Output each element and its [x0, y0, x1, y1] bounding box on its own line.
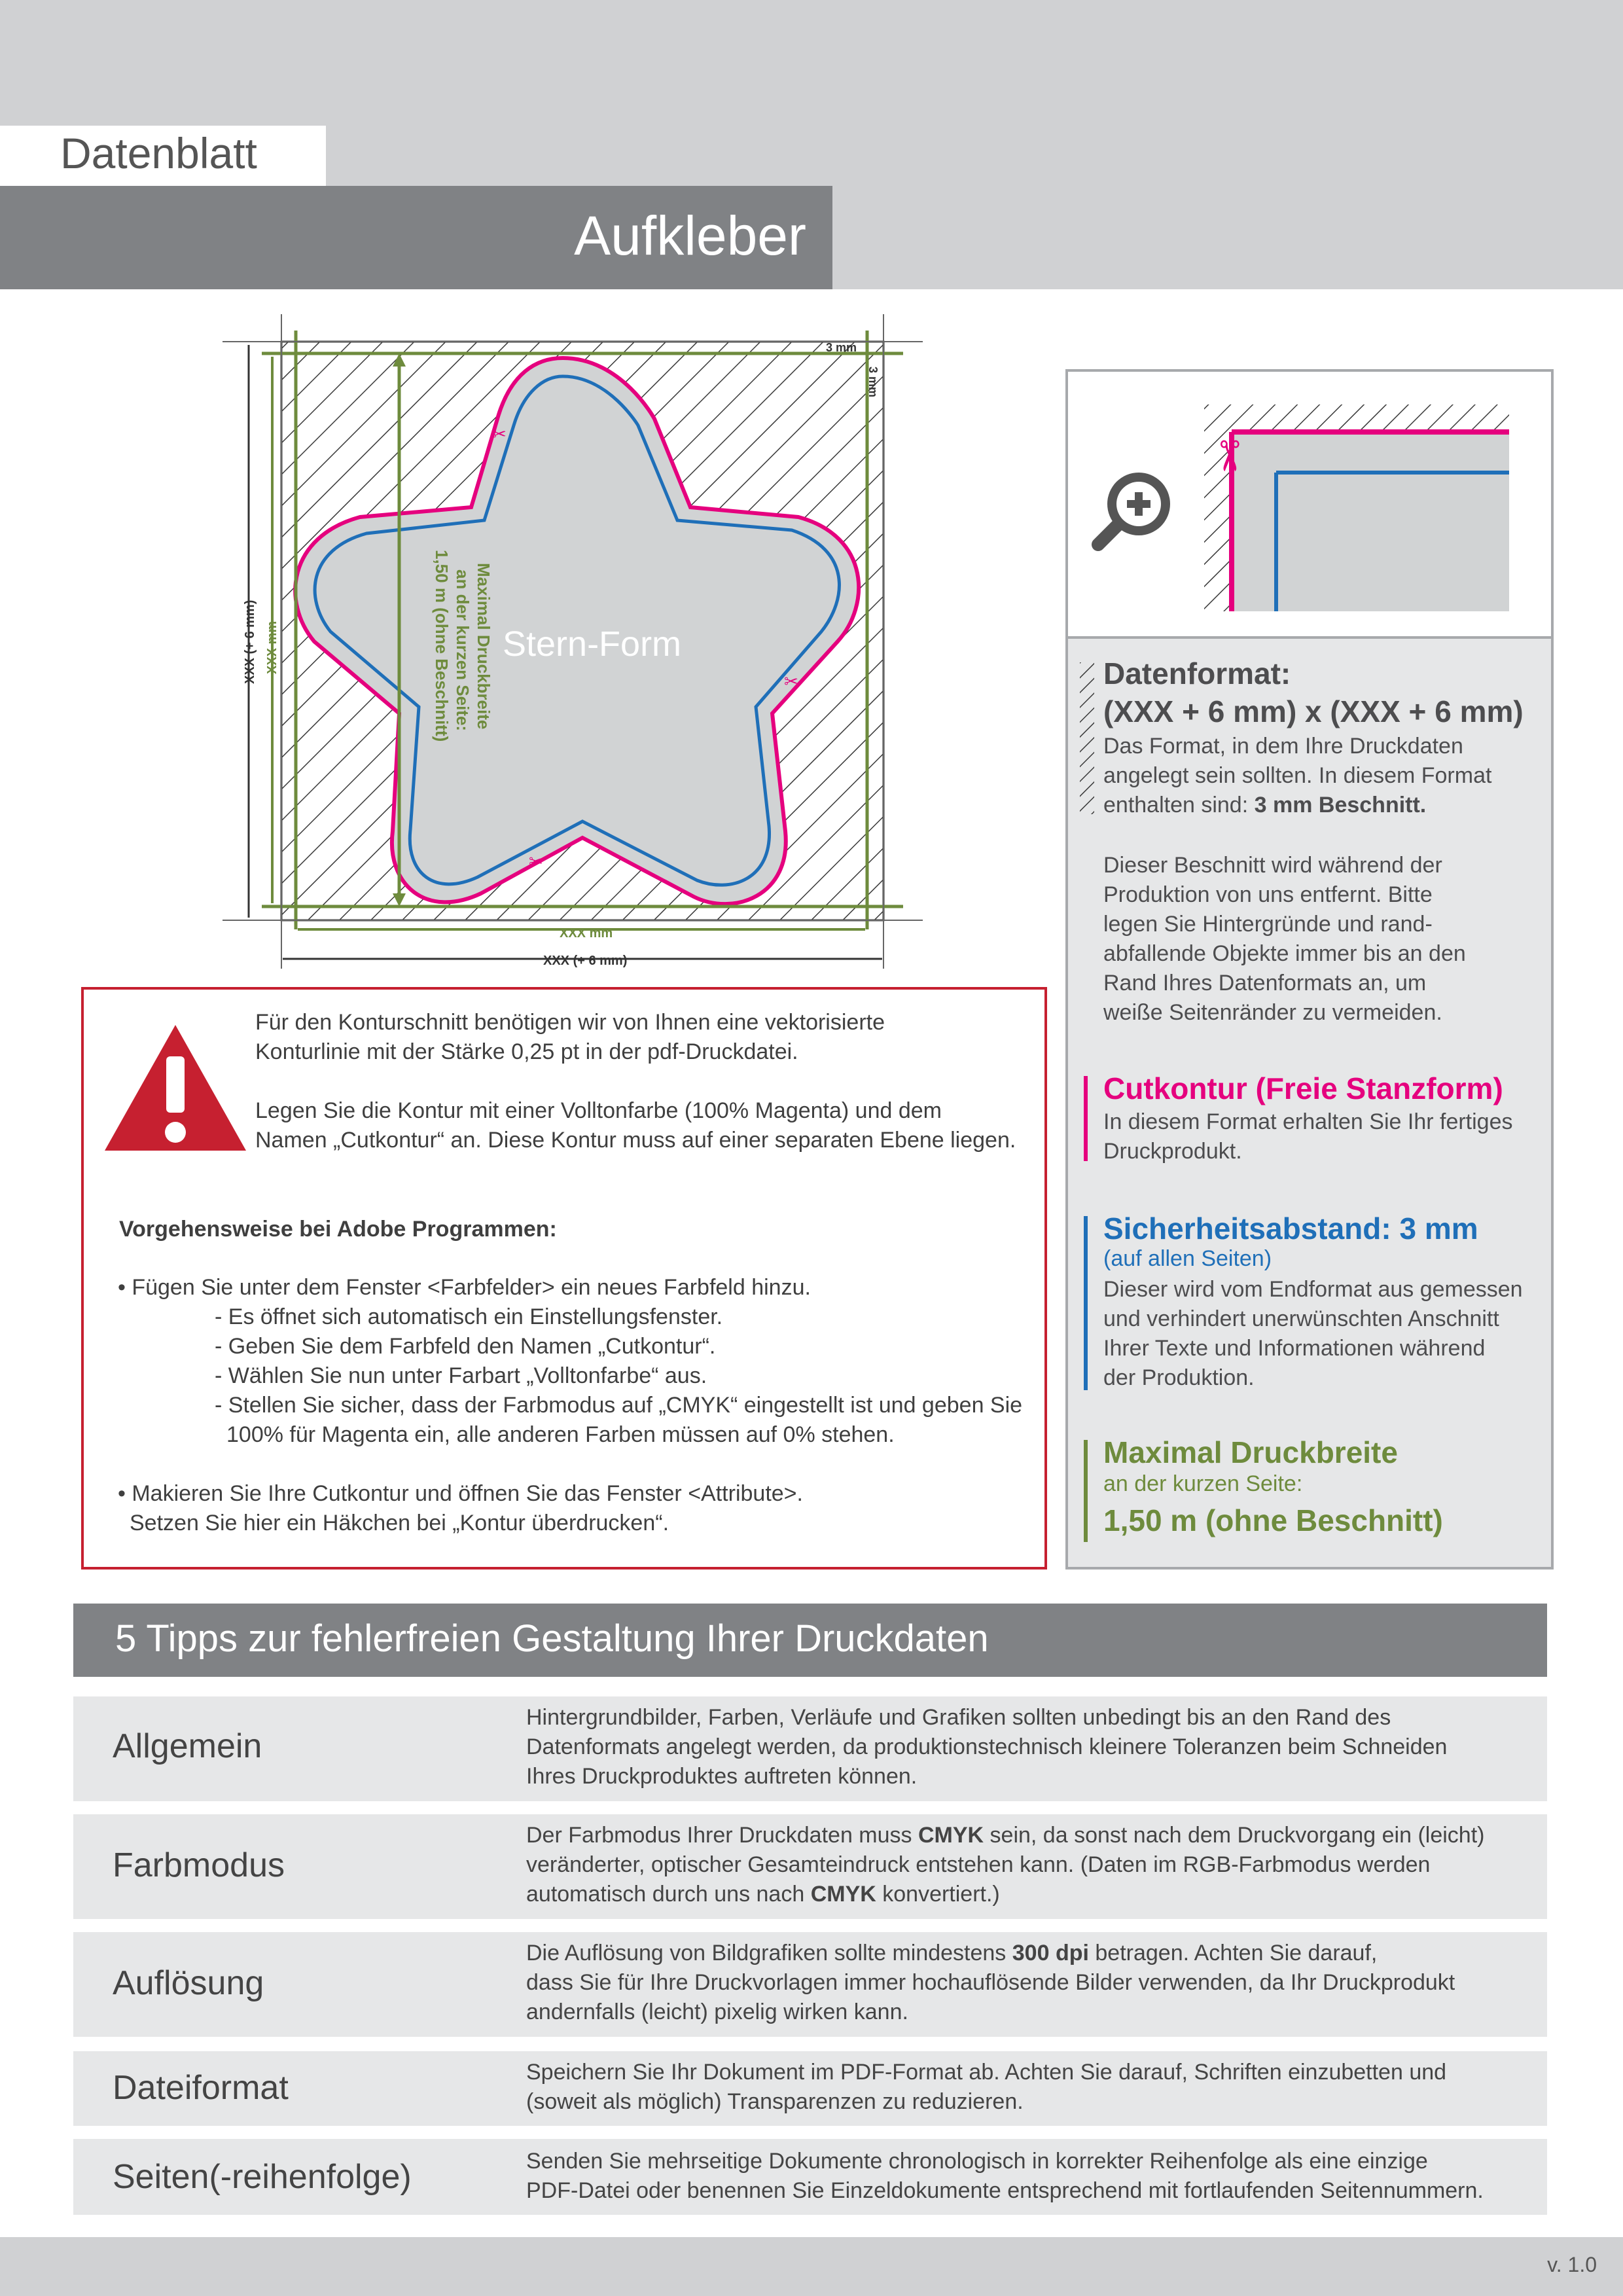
safe-title: Sicherheitsabstand: 3 mm	[1103, 1211, 1478, 1246]
zoom-illustration	[1086, 393, 1544, 622]
tips-title: 5 Tipps zur fehlerfreien Gestaltung Ihrer Druckdaten	[115, 1617, 989, 1660]
max-value: 1,50 m (ohne Beschnitt)	[1103, 1503, 1443, 1537]
attr-steps: • Makieren Sie Ihre Cutkontur und öffnen Sie das Fenster <Attribute>. Setzen Sie hier ein Häkchen bei „Kontur überdrucken“.	[118, 1481, 803, 1535]
page-title: Aufkleber	[574, 205, 806, 266]
warning-icon	[102, 1022, 249, 1153]
warning-p2: Legen Sie die Kontur mit einer Volltonfarbe (100% Magenta) und dem Namen „Cutkontur“ an. Diese Kontur muss auf einer separaten Ebene liegen.	[255, 1098, 1016, 1153]
safe-text: Dieser wird vom Endformat aus gemessen und verhindert unerwünschten Anschnitt Ihrer Texte und Informationen während der Produktion.	[1103, 1277, 1523, 1390]
max-title: Maximal Druckbreite	[1103, 1435, 1398, 1469]
safe-sub: (auf allen Seiten)	[1103, 1246, 1272, 1271]
svg-text:✂: ✂	[784, 672, 798, 692]
svg-text:✂: ✂	[529, 852, 543, 872]
dim-3mm-top: 3 mm	[826, 341, 857, 354]
scissors-icon: ✂	[1204, 439, 1253, 474]
tip-name: Allgemein	[113, 1727, 262, 1765]
cut-title: Cutkontur (Freie Stanzform)	[1103, 1071, 1503, 1105]
cut-text: In diesem Format erhalten Sie Ihr fertiges Druckprodukt.	[1103, 1109, 1513, 1164]
max-sub: an der kurzen Seite:	[1103, 1471, 1303, 1496]
magnifier-icon	[1098, 473, 1170, 545]
tip-text: Die Auflösung von Bildgrafiken sollte mindestens 300 dpi betragen. Achten Sie darauf, dass Sie für Ihre Druckvorlagen immer hochauflösende Bilder verwenden, da Ihr Druckprodukt andernfalls (leicht) pixelig wirken kann.	[526, 1941, 1455, 2024]
footer	[0, 2237, 1623, 2296]
tip-name: Seiten(-reihenfolge)	[113, 2158, 412, 2196]
warning-p1: Für den Konturschnitt benötigen wir von Ihnen eine vektorisierte Konturlinie mit der Stärke 0,25 pt in der pdf-Druckdatei.	[255, 1010, 885, 1064]
svg-text:✂: ✂	[492, 425, 507, 444]
tip-text: Hintergrundbilder, Farben, Verläufe und Grafiken sollten unbedingt bis an den Rand des Datenformats angelegt werden, da produktionstechnisch kleinere Toleranzen beim Schneiden Ihres Druckproduktes auftreten können.	[526, 1705, 1448, 1789]
dim-width-inner: XXX mm	[560, 926, 613, 941]
datenblatt-label: Datenblatt	[60, 129, 257, 177]
steps-title: Vorgehensweise bei Adobe Programmen:	[119, 1217, 557, 1242]
tip-name: Dateiformat	[113, 2069, 289, 2107]
datenformat-text: Das Format, in dem Ihre Druckdaten angelegt sein sollten. In diesem Format enthalten sind: 3 mm Beschnitt.	[1103, 734, 1492, 817]
max-width-line2: an der kurzen Seite:	[453, 569, 473, 732]
dim-height-inner: XXX mm	[265, 620, 279, 674]
safe-bar	[1084, 1216, 1088, 1390]
dim-3mm-right: 3 mm	[866, 367, 880, 398]
dim-width-outer: XXX (+ 6 mm)	[543, 954, 628, 968]
datenformat-hatch	[1080, 662, 1094, 814]
steps-list: • Fügen Sie unter dem Fenster <Farbfelder> ein neues Farbfeld hinzu. - Es öffnet sich automatisch ein Einstellungsfenster. - Geben Sie dem Farbfeld den Namen „Cutkontur“. - Wählen Sie nun unter Farbart „Volltonfarbe“ aus. - Stellen Sie sicher, dass der Farbmodus auf „CMYK“ eingestellt ist und geben Sie 100% für Magenta ein, alle anderen Farben müssen auf 0% stehen.	[118, 1275, 1023, 1447]
max-width-line1: Maximal Druckbreite	[474, 563, 493, 730]
tip-name: Auflösung	[113, 1964, 264, 2002]
version-label: v. 1.0	[1547, 2253, 1597, 2276]
star-diagram	[196, 304, 949, 985]
datenformat-size: (XXX + 6 mm) x (XXX + 6 mm)	[1103, 694, 1524, 728]
tip-text: Senden Sie mehrseitige Dokumente chronologisch in korrekter Reihenfolge als eine einzige PDF-Datei oder benennen Sie Einzeldokumente entsprechend mit fortlaufenden Seitennummern.	[526, 2149, 1484, 2203]
datenformat-title: Datenformat:	[1103, 656, 1291, 691]
tip-name: Farbmodus	[113, 1846, 285, 1884]
tip-text: Speichern Sie Ihr Dokument im PDF-Format ab. Achten Sie darauf, Schriften einzubetten und (soweit als möglich) Transparenzen zu reduzieren.	[526, 2060, 1447, 2114]
shape-label: Stern-Form	[503, 624, 682, 664]
max-bar	[1084, 1440, 1088, 1542]
dim-height-outer: XXX (+ 6 mm)	[243, 600, 257, 684]
cut-bar	[1084, 1076, 1088, 1161]
max-width-line3: 1,50 m (ohne Beschnitt)	[432, 550, 452, 742]
tip-text: Der Farbmodus Ihrer Druckdaten muss CMYK sein, da sonst nach dem Druckvorgang ein (leicht) veränderter, optischer Gesamteindruck entstehen kann. (Daten im RGB-Farbmodus werden automatisch durch uns nach CMYK konvertiert.)	[526, 1823, 1485, 1907]
beschnitt-text: Dieser Beschnitt wird während der Produktion von uns entfernt. Bitte legen Sie Hintergründe und rand- abfallende Objekte immer bis an den Rand Ihres Datenformats an, um weiße Seitenränder zu vermeiden.	[1103, 853, 1466, 1025]
